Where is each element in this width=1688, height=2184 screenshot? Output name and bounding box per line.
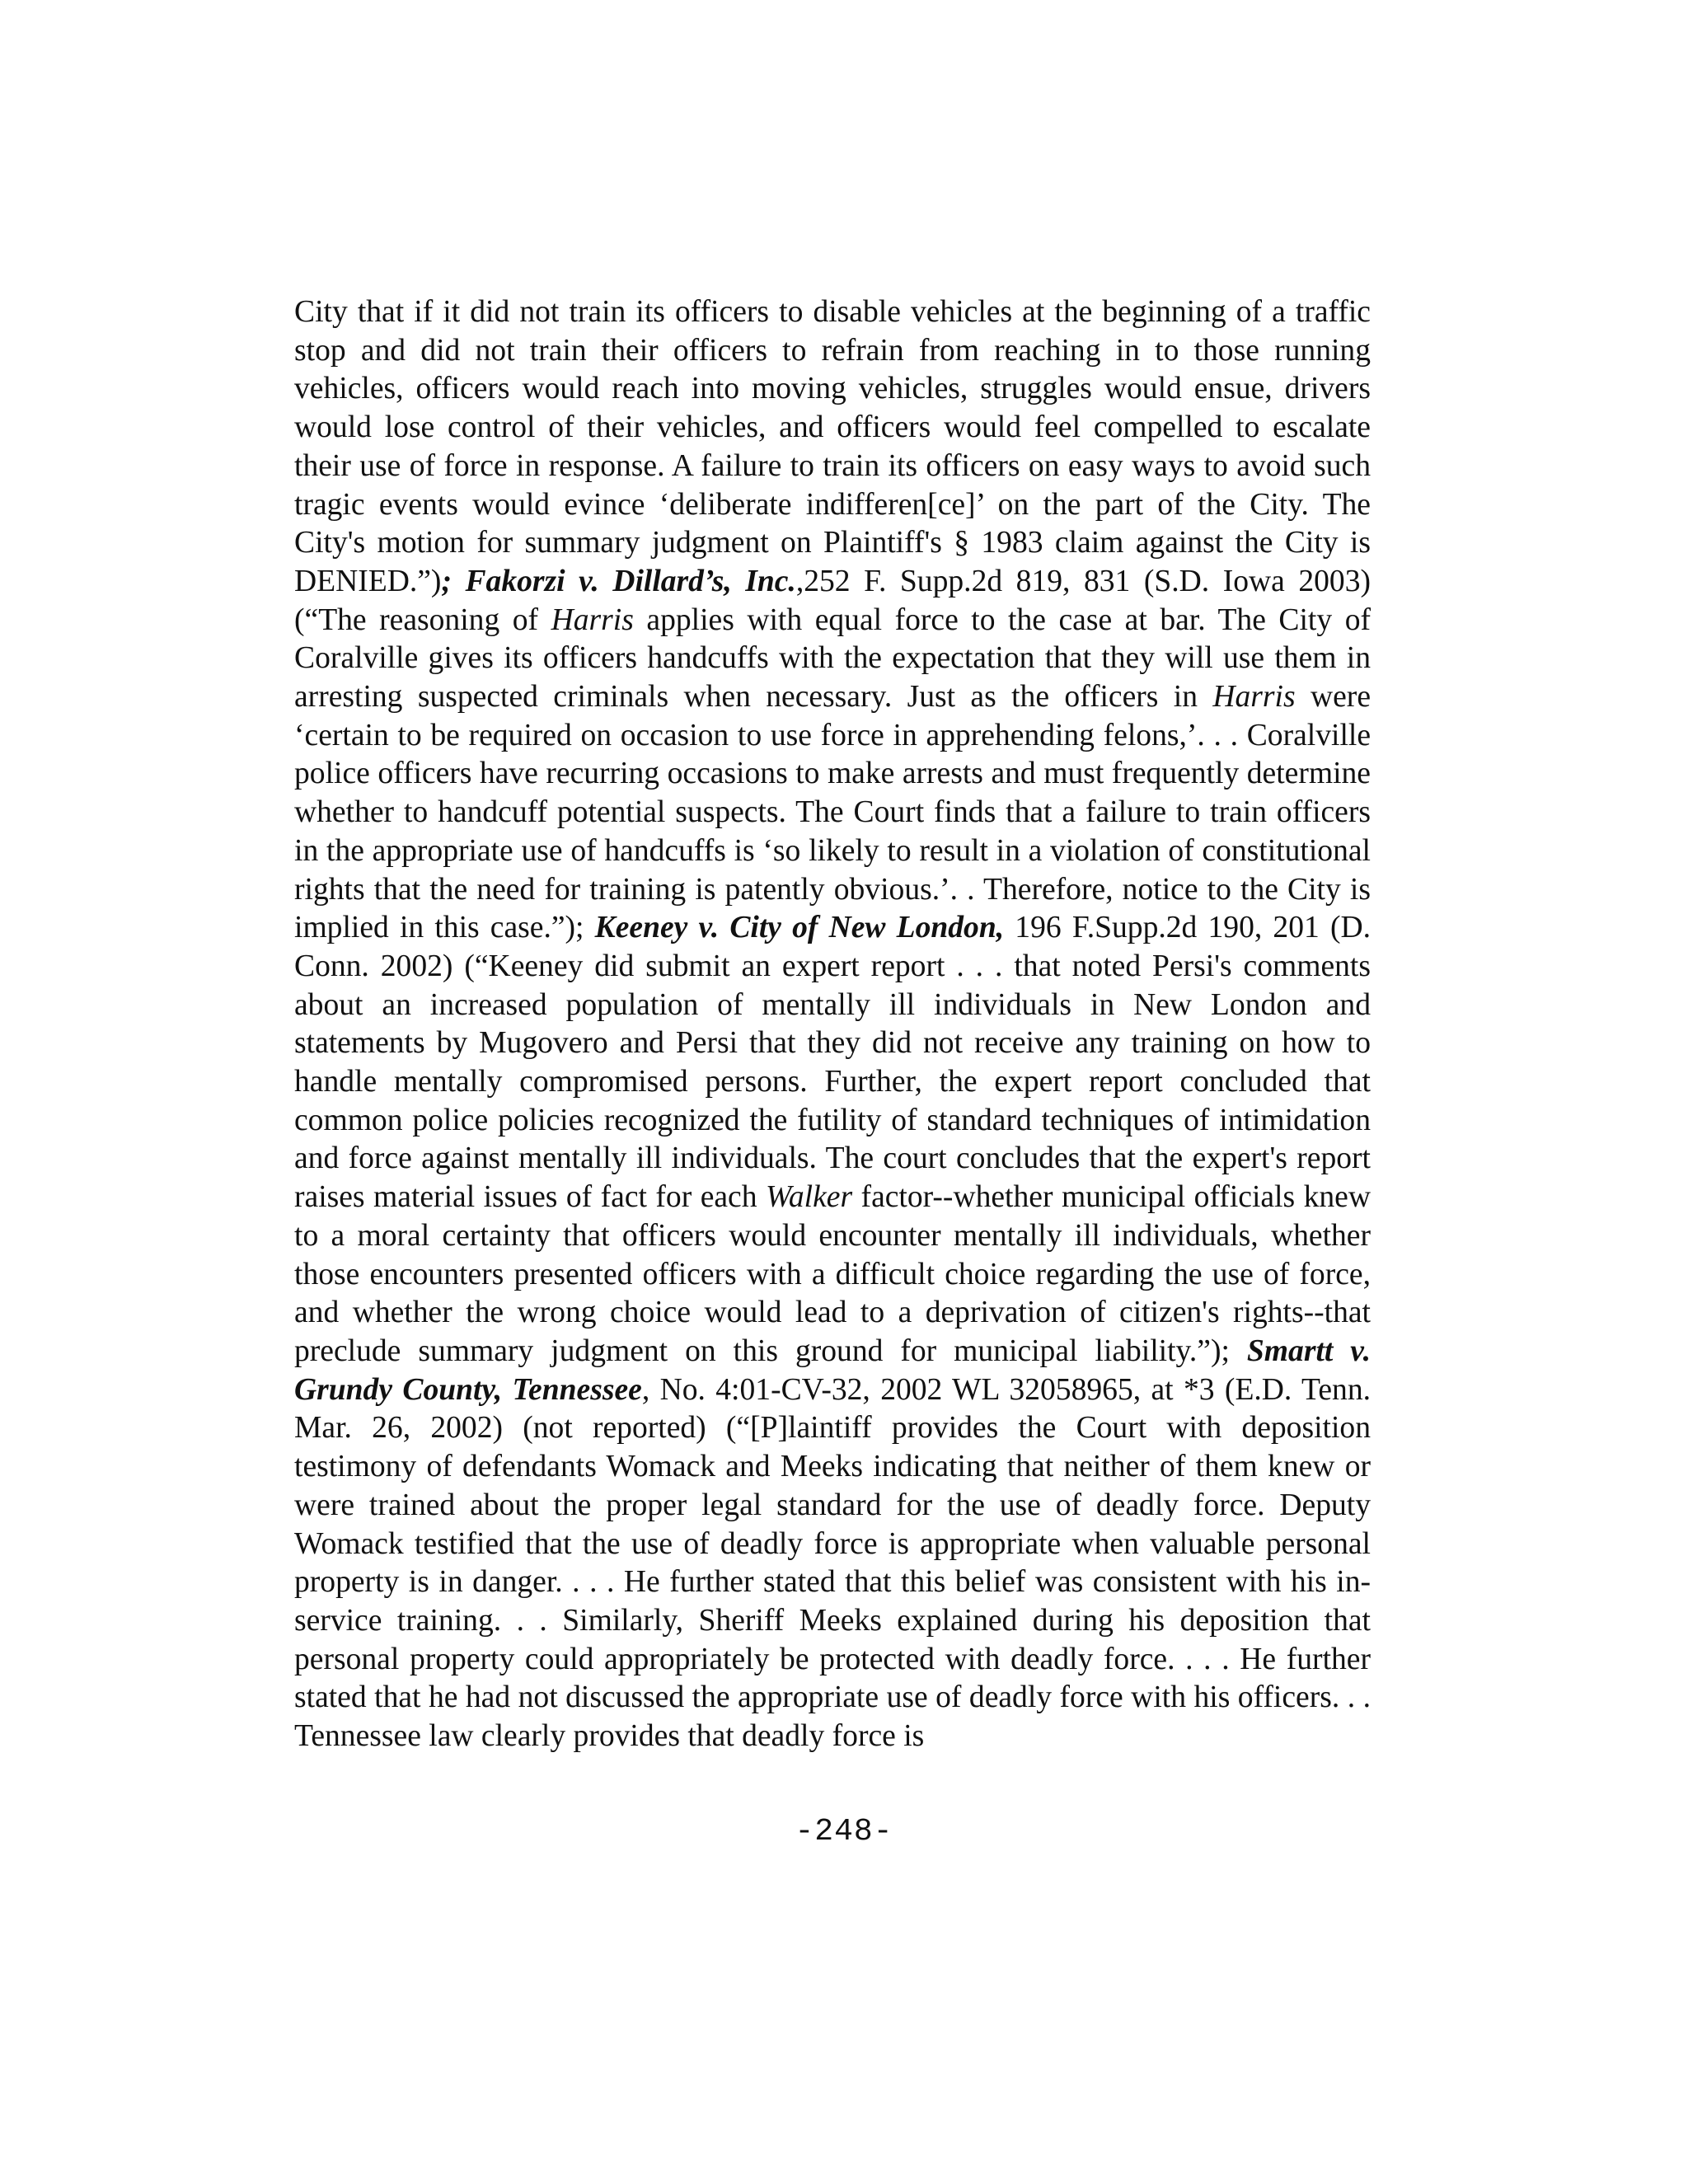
text-run: 196 F.Supp.2d 190, 201 (D. Conn. 2002) (“Keeney did submit an expert report . . . that noted Persi's comments about an increased population of mentally ill individuals in New London and statements by Mugovero and Persi that they did not receive any training on how to handle mentally compromised persons. Further, the expert report concluded that common police policies recognized the futility of standard techniques of intimidation and force against mentally ill individuals. The court concludes that the expert's report raises material issues of fact for each bbox=[294, 911, 1371, 1215]
case-citation-fakorzi: ; Fakorzi v. Dillard’s, Inc. bbox=[441, 564, 796, 598]
case-reference-walker: Walker bbox=[766, 1180, 853, 1215]
text-run: were ‘certain to be required on occasion to use force in apprehending felons,’. . . Coralville police officers have recurring occasions to make arrests and must frequently determine whether to handcuff potential suspects. The Court finds that a failure to train officers in the appropriate use of handcuffs is ‘so likely to result in a violation of constitutional rights that the need for training is patently obvious.’. . Therefore, notice to the City is implied in this case.”); bbox=[294, 680, 1371, 945]
case-reference-harris: Harris bbox=[1212, 680, 1296, 715]
case-reference-harris: Harris bbox=[551, 602, 634, 637]
text-run: applies with equal force to the case at bar. The City of Coralville gives its officers handcuffs with the expectation that they will use them in arresting suspected criminals when necessary. Just as the officers in bbox=[294, 602, 1371, 715]
text-run: factor--whether municipal officials knew to a moral certainty that officers would encounter mentally ill individuals, whether those encounters presented officers with a difficult choice regarding the use of force, and whether the wrong choice would lead to a deprivation of citizen's rights--that preclude summary judgment on this ground for municipal liability.”); bbox=[294, 1180, 1371, 1368]
body-paragraph bbox=[294, 293, 1371, 1756]
text-run: ,252 F. Supp.2d 819, 831 (S.D. Iowa 2003) (“The reasoning of bbox=[294, 564, 1371, 637]
page-number: -248- bbox=[795, 1814, 893, 1849]
case-citation-smartt: Smartt v. Grundy County, Tennessee bbox=[294, 1333, 1371, 1407]
case-citation-keeney: Keeney v. City of New London, bbox=[594, 911, 1005, 945]
text-run: , No. 4:01-CV-32, 2002 WL 32058965, at *3 (E.D. Tenn. Mar. 26, 2002) (not reported) (“[P]laintiff provides the Court with deposition testimony of defendants Womack and Meeks indicating that neither of them knew or were trained about the proper legal standard for the use of deadly force. Deputy Womack testified that the use of deadly force is appropriate when valuable personal property is in danger. . . . He further stated that this belief was consistent with his in-service training. . . Similarly, Sheriff Meeks explained during his deposition that personal property could appropriately be protected with deadly force. . . . He further stated that he had not discussed the appropriate use of deadly force with his officers. . . Tennessee law clearly provides that deadly force is bbox=[294, 1372, 1372, 1754]
text-run: City that if it did not train its officers to disable vehicles at the beginning of a traffic stop and did not train their officers to refrain from reaching in to those running vehicles, officers would reach into moving vehicles, struggles would ensue, drivers would lose control of their vehicles, and officers would feel compelled to escalate their use of force in response. A failure to train its officers on easy ways to avoid such tragic events would evince ‘deliberate indifferen[ce]’ on the part of the City. The City's motion for summary judgment on Plaintiff's § 1983 claim against the City is DENIED.”) bbox=[294, 295, 1371, 598]
